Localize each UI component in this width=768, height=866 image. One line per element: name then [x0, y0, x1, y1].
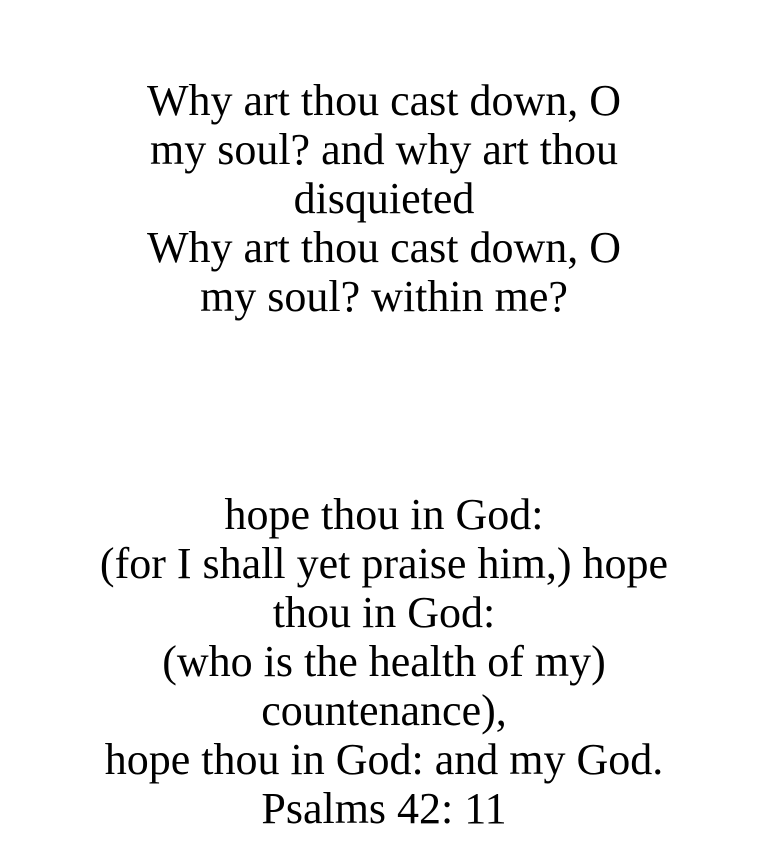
verse-citation: Psalms 42: 11 — [261, 784, 507, 833]
verse-line: hope thou in God: and my God. — [104, 735, 664, 784]
verse-stanza-first — [0, 76, 768, 321]
verse-line: my soul? within me? — [200, 272, 568, 321]
verse-stanza-second — [0, 490, 768, 833]
verse-line: my soul? and why art thou — [149, 125, 619, 174]
verse-line: hope thou in God: — [224, 490, 544, 539]
verse-line: disquieted — [293, 174, 475, 223]
verse-line: (who is the health of my) — [162, 637, 606, 686]
verse-line: Why art thou cast down, O — [146, 76, 622, 125]
verse-line: countenance), — [261, 686, 507, 735]
verse-line: thou in God: — [272, 588, 496, 637]
verse-line: (for I shall yet praise him,) hope — [99, 539, 669, 588]
verse-line: Why art thou cast down, O — [146, 223, 622, 272]
